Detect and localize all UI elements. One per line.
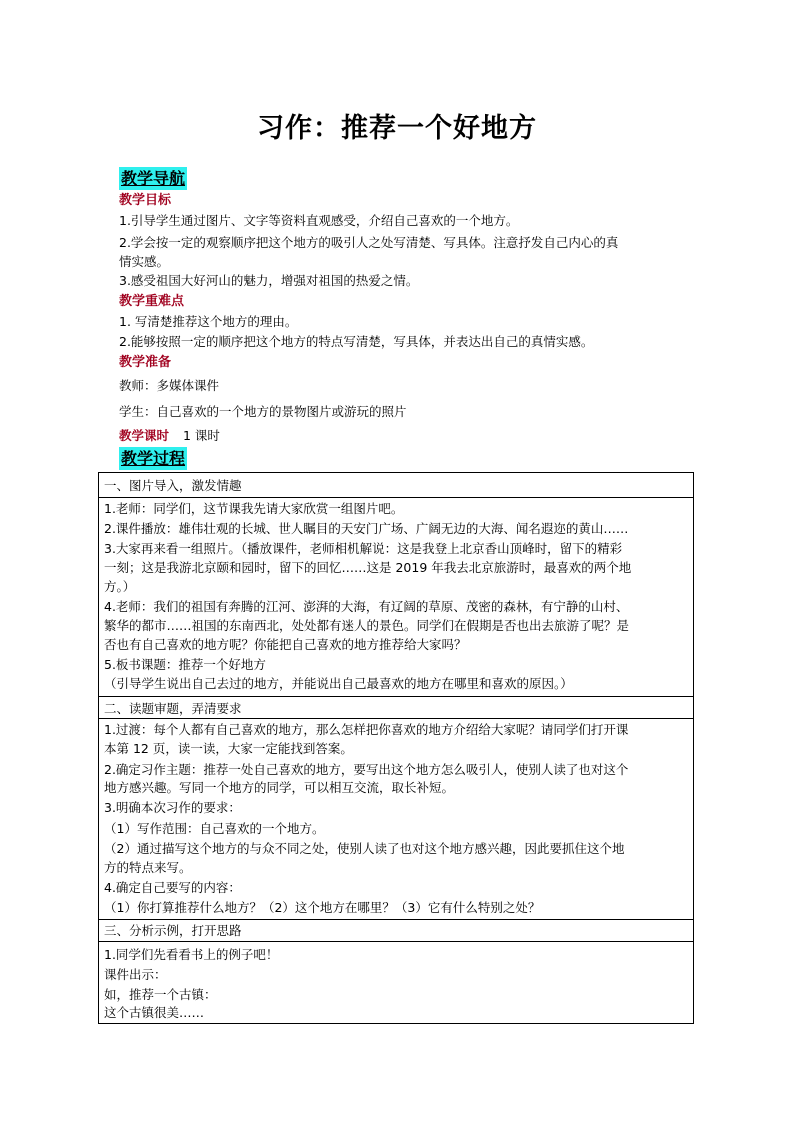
sec2-line: 4.确定自己要写的内容： — [104, 880, 241, 895]
sec1-line: 1.老师：同学们，这节课我先请大家欣赏一组图片吧。 — [104, 501, 404, 516]
sec2-line: 本第 12 页，读一读，大家一定能找到答案。 — [104, 741, 353, 756]
sec3-line: 1.同学们先看看书上的例子吧！ — [104, 947, 279, 962]
table-divider — [98, 941, 694, 942]
sec3-line: 课件出示： — [104, 967, 167, 982]
sec2-line: 2.确定习作主题：推荐一处自己喜欢的地方，要写出这个地方怎么吸引人，使别人读了也对这个 — [104, 762, 629, 777]
sec1-line: （引导学生说出自己去过的地方，并能说出自己最喜欢的地方在哪里和喜欢的原因。） — [104, 676, 573, 691]
prep-teacher: 教师：多媒体课件 — [119, 378, 220, 393]
prep-heading: 教学准备 — [119, 355, 172, 370]
goal-line: 3.感受祖国大好河山的魅力，增强对祖国的热爱之情。 — [119, 273, 419, 288]
keypoints-heading: 教学重难点 — [119, 294, 185, 309]
page-title: 习作：推荐一个好地方 — [257, 113, 537, 144]
hours-value: 1 课时 — [183, 428, 220, 443]
sec2-line: 地方感兴趣。写同一个地方的同学，可以相互交流，取长补短。 — [104, 780, 455, 795]
goal-line: 2.学会按一定的观察顺序把这个地方的吸引人之处写清楚、写具体。注意抒发自己内心的真 — [119, 235, 619, 250]
prep-student: 学生：自己喜欢的一个地方的景物图片或游玩的照片 — [119, 404, 407, 419]
sec2-title: 二、读题审题，弄清要求 — [104, 701, 242, 716]
class-hours — [119, 426, 689, 446]
table-divider — [98, 919, 694, 920]
sec1-title: 一、图片导入，激发情趣 — [104, 478, 242, 493]
goals-heading: 教学目标 — [119, 193, 172, 208]
sec2-line: （1）你打算推荐什么地方？（2）这个地方在哪里？（3）它有什么特别之处？ — [104, 900, 541, 915]
sec3-title: 三、分析示例，打开思路 — [104, 923, 242, 938]
sec1-line: 方。） — [104, 579, 136, 594]
goal-line: 1.引导学生通过图片、文字等资料直观感受，介绍自己喜欢的一个地方。 — [119, 213, 519, 228]
sec1-line: 2.课件播放：雄伟壮观的长城、世人瞩目的天安门广场、广阔无边的大海、闻名遐迩的黄山…… — [104, 521, 629, 536]
table-divider — [98, 497, 694, 498]
sec1-line: 3.大家再来看一组照片。（播放课件，老师相机解说：这是我登上北京香山顶峰时，留下的精彩 — [104, 541, 623, 556]
section-heading-guide: 教学导航 — [121, 169, 186, 188]
section-heading-process: 教学过程 — [121, 449, 186, 468]
sec2-line: （1）写作范围：自己喜欢的一个地方。 — [104, 821, 325, 836]
sec3-line: 如，推荐一个古镇： — [104, 987, 217, 1002]
sec2-line: 方的特点来写。 — [104, 860, 192, 875]
hours-label: 教学课时 — [119, 428, 170, 443]
table-divider — [98, 718, 694, 719]
sec3-line: 这个古镇很美…… — [104, 1005, 205, 1020]
goal-line: 情实感。 — [119, 254, 170, 269]
sec2-line: 3.明确本次习作的要求： — [104, 800, 241, 815]
sec1-line: 一刻；这是我游北京颐和园时，留下的回忆……这是 2019 年我去北京旅游时，最喜欢的两个地 — [104, 560, 632, 575]
sec1-line: 否也有自己喜欢的地方呢？你能把自己喜欢的地方推荐给大家吗？ — [104, 637, 467, 652]
keypoint-line: 1. 写清楚推荐这个地方的理由。 — [119, 314, 298, 329]
sec2-line: （2）通过描写这个地方的与众不同之处，使别人读了也对这个地方感兴趣，因此要抓住这个地 — [104, 841, 625, 856]
sec2-line: 1.过渡：每个人都有自己喜欢的地方，那么怎样把你喜欢的地方介绍给大家呢？请同学们打开课 — [104, 722, 629, 737]
keypoint-line: 2.能够按照一定的顺序把这个地方的特点写清楚，写具体，并表达出自己的真情实感。 — [119, 334, 594, 349]
sec1-line: 4.老师：我们的祖国有奔腾的江河、澎湃的大海，有辽阔的草原、茂密的森林，有宁静的山村、 — [104, 599, 629, 614]
sec1-line: 5.板书课题：推荐一个好地方 — [104, 657, 266, 672]
sec1-line: 繁华的都市……祖国的东南西北，处处都有迷人的景色。同学们在假期是否也出去旅游了呢？是 — [104, 618, 630, 633]
table-divider — [98, 696, 694, 697]
